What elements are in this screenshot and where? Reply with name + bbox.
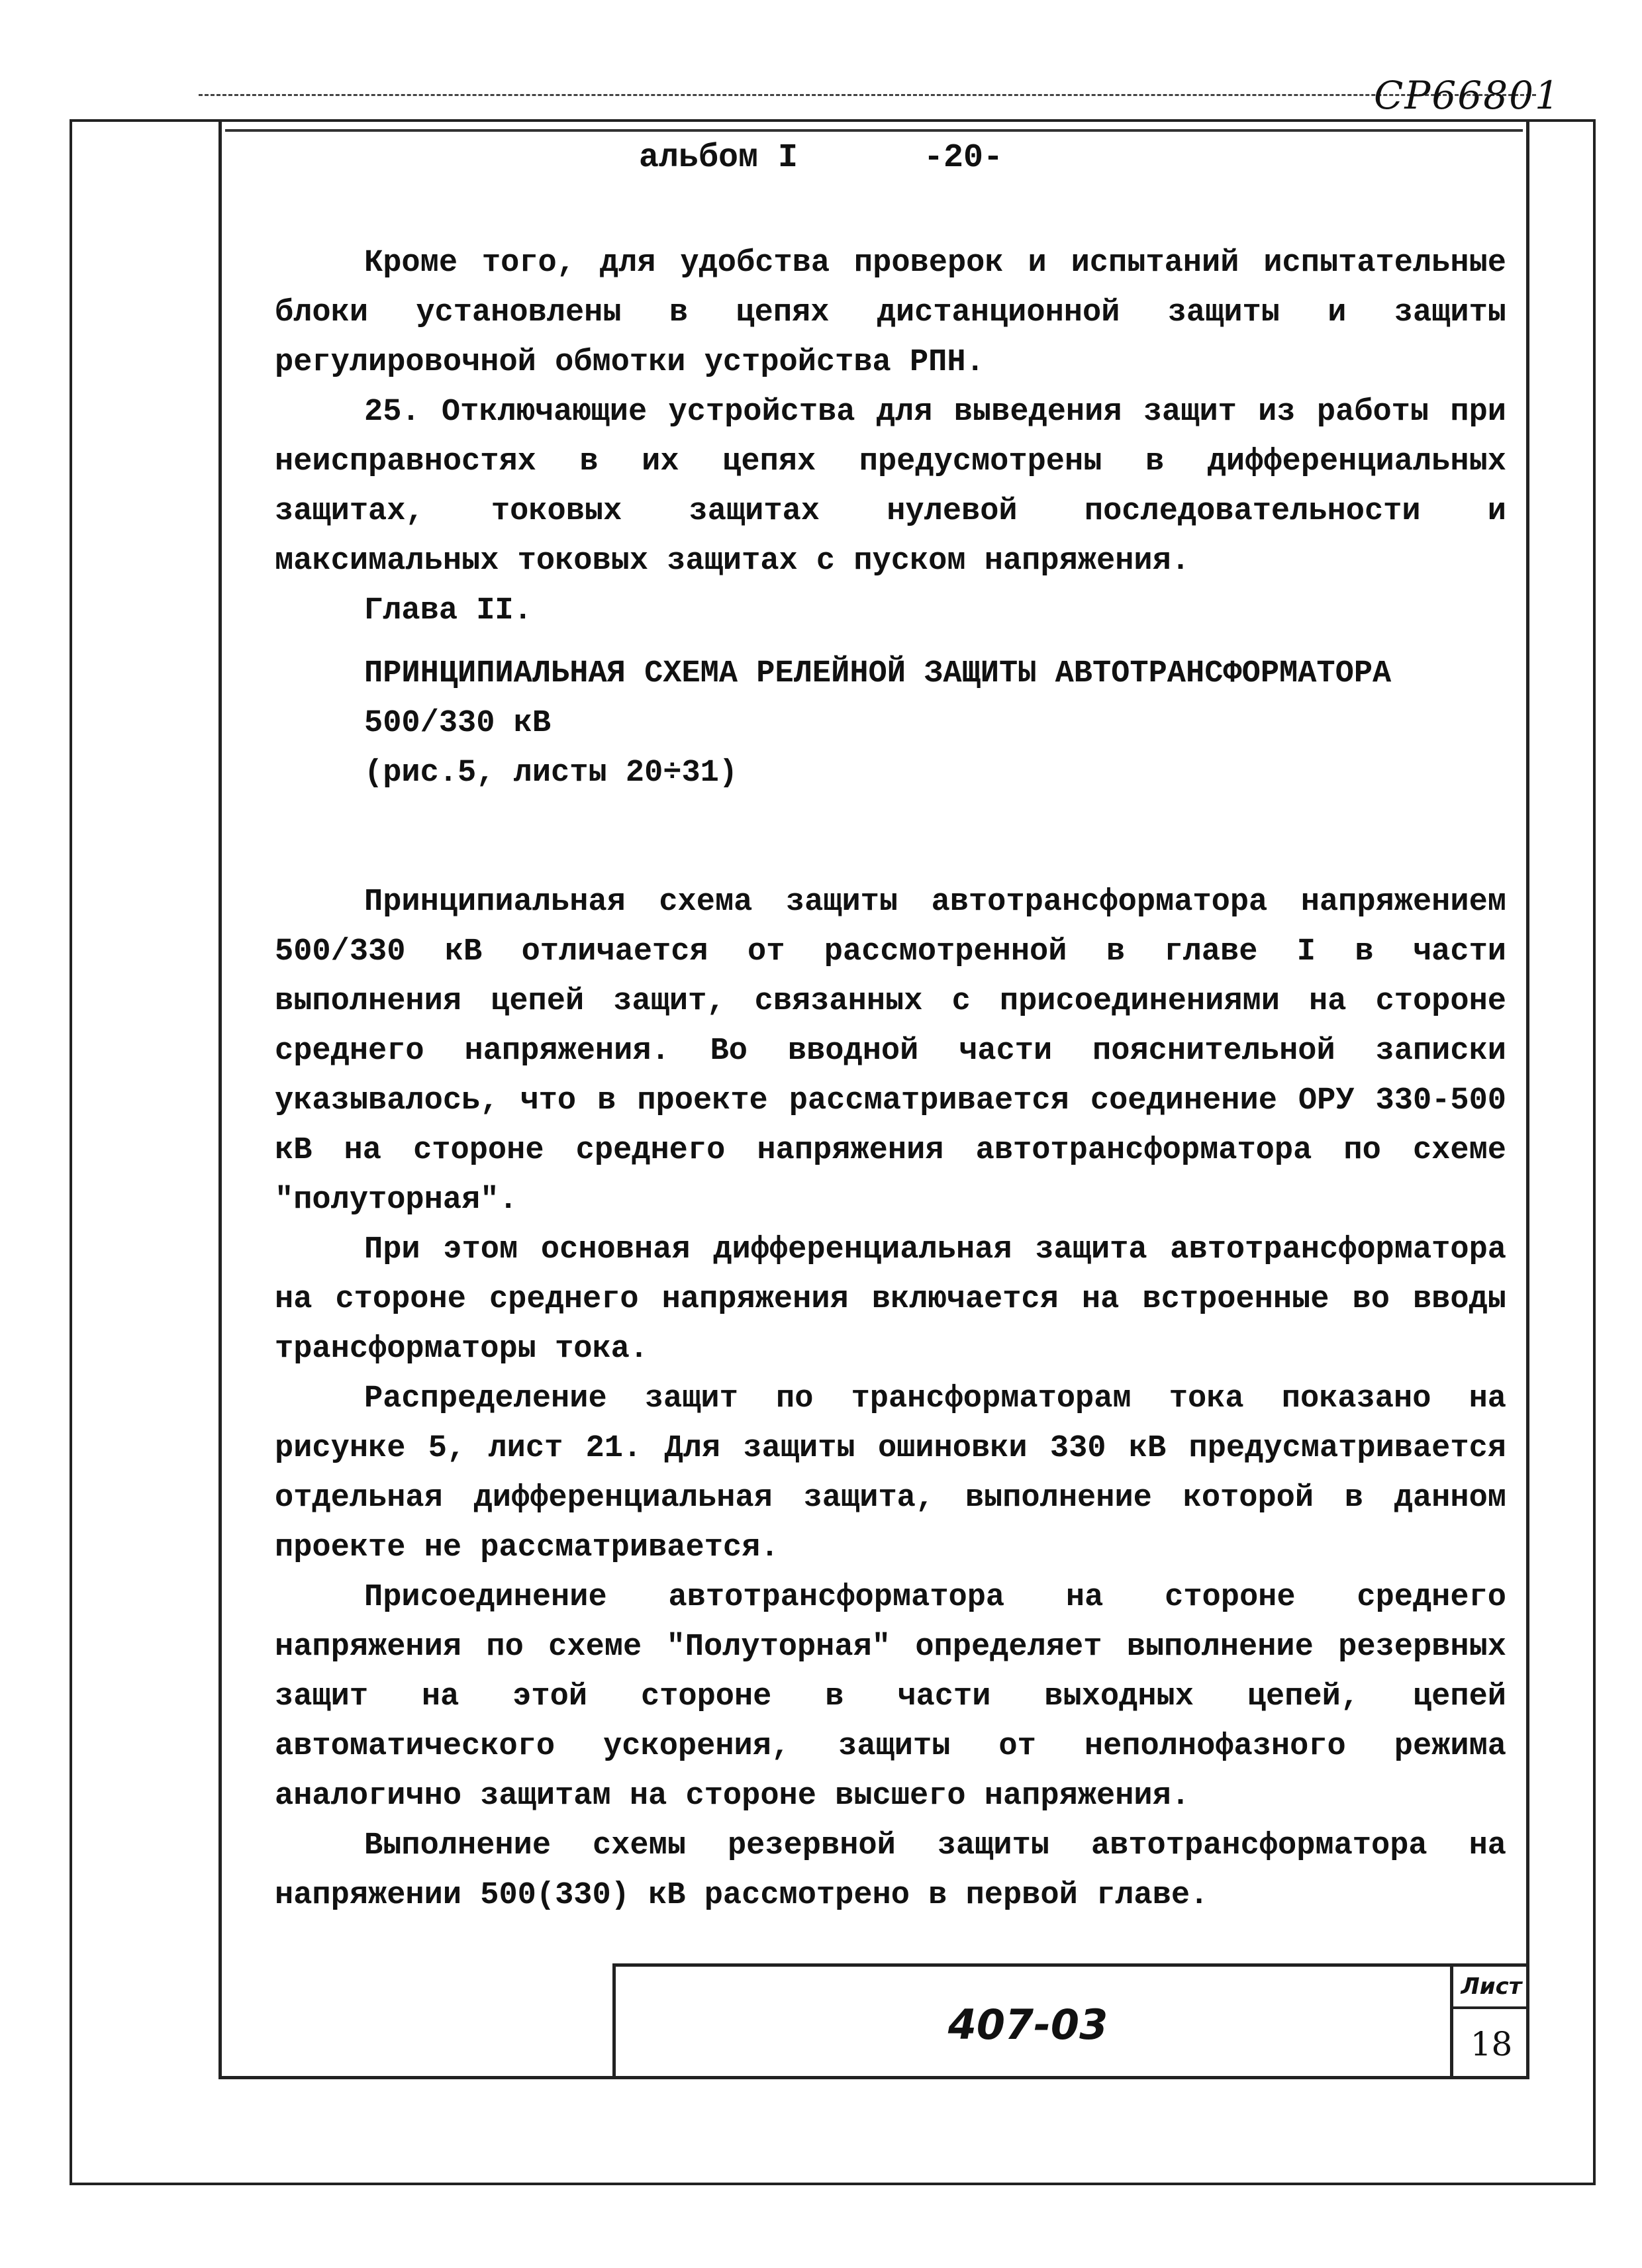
chapter-voltage: 500/330 кВ <box>364 706 552 741</box>
chapter-heading <box>275 586 1506 798</box>
chapter-reference: (рис.5, листы 20÷31) <box>364 756 738 791</box>
paragraph: При этом основная дифференциальная защита автотрансформатора на стороне среднего напряжения включается на встроенные во вводы трансформаторы тока. <box>275 1232 1506 1367</box>
corner-code: СР66801 <box>1374 73 1561 118</box>
page-header <box>0 139 1642 177</box>
sheet-label: Лист <box>1453 1967 1529 2009</box>
chapter-title: ПРИНЦИПИАЛЬНАЯ СХЕМА РЕЛЕЙНОЙ ЗАЩИТЫ АВТОТРАНСФОРМАТОРА <box>364 656 1392 691</box>
paragraph: Выполнение схемы резервной защиты автотрансформатора на напряжении 500(330) кВ рассмотрено в первой главе. <box>275 1828 1506 1913</box>
album-label: альбом I <box>638 139 798 177</box>
top-cut-line <box>199 94 1536 96</box>
document-body <box>275 238 1506 1920</box>
paragraph: Распределение защит по трансформаторам тока показано на рисунке 5, лист 21. Для защиты ошиновки 330 кВ предусматривается отдельная дифференциальная защита, выполнение которой в данном проекте не рассматривается. <box>275 1381 1506 1565</box>
page-number: -20- <box>924 139 1004 177</box>
sheet-box <box>1450 1967 1529 2079</box>
paragraph: Кроме того, для удобства проверок и испытаний испытательные блоки установлены в цепях дистанционной защиты и защиты регулировочной обмотки устройства РПН. <box>275 246 1506 380</box>
paragraph: Принципиальная схема защиты автотрансформатора напряжением 500/330 кВ отличается от рассмотренной в главе I в части выполнения цепей защит, связанных с присоединениями на стороне среднего напряжения. Во вводной части пояснительной записки указывалось, что в проекте рассматривается соединение ОРУ 330-500 кВ на стороне среднего напряжения автотрансформатора по схеме "полуторная". <box>275 885 1506 1218</box>
paragraph: Присоединение автотрансформатора на стороне среднего напряжения по схеме "Полуторная" определяет выполнение резервных защит на этой стороне в части выходных цепей, цепей автоматического ускорения, защиты от неполнофазного режима аналогично защитам на стороне высшего напряжения. <box>275 1580 1506 1814</box>
chapter-number: Глава II. <box>364 593 532 628</box>
title-block <box>612 1963 1529 2079</box>
inner-top-line <box>225 129 1523 132</box>
paragraph: 25. Отключающие устройства для выведения защит из работы при неисправностях в их цепях предусмотрены в дифференциальных защитах, токовых защитах нулевой последовательности и максимальных токовых защитах с пуском напряжения. <box>275 395 1506 579</box>
document-code: 407-03 <box>947 2000 1108 2049</box>
sheet-number: 18 <box>1470 2025 1513 2063</box>
